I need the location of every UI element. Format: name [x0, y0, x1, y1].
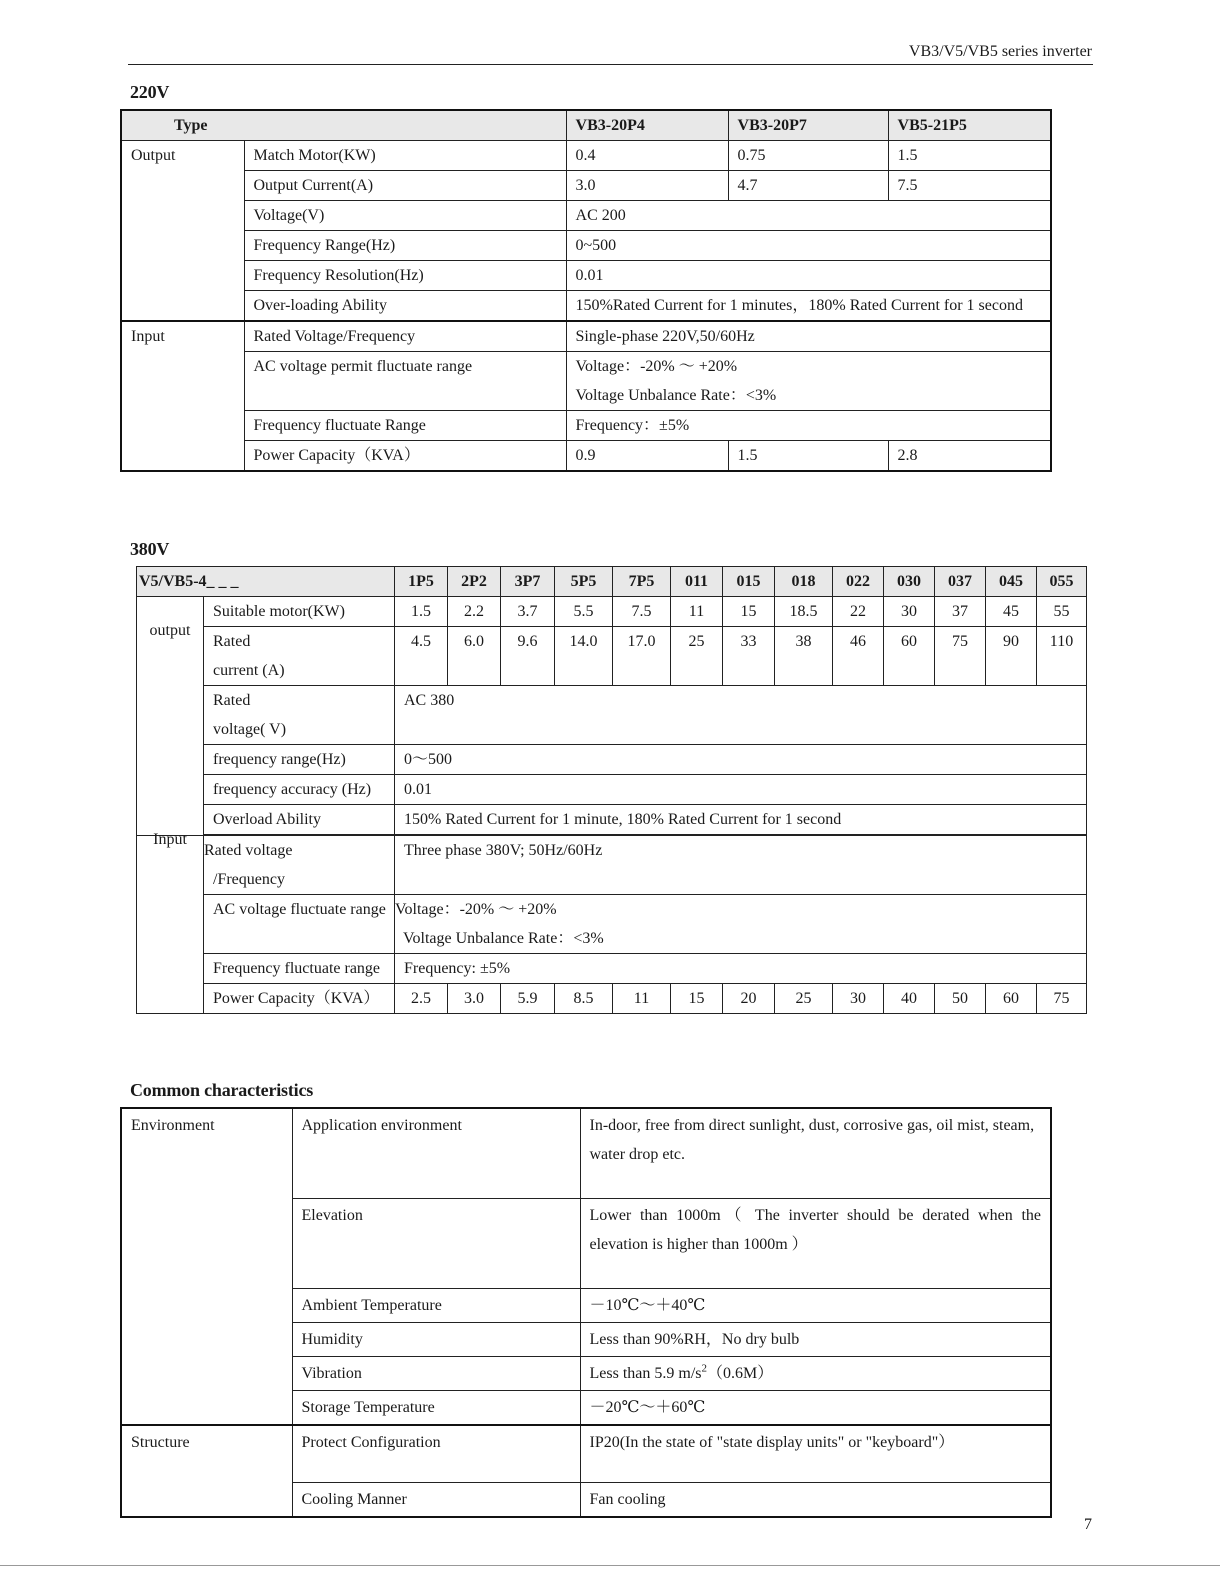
group-label-environment: Environment	[121, 1108, 292, 1425]
row-label: frequency range(Hz)	[204, 745, 395, 775]
cell-value: 5.5	[555, 597, 613, 627]
cell-value: Single-phase 220V,50/60Hz	[566, 321, 1051, 352]
cell-value: 0.01	[395, 775, 1087, 805]
cell-value: 37	[935, 597, 986, 627]
row-label: AC voltage permit fluctuate range	[244, 352, 566, 411]
cell-value: Less than 90%RH，No dry bulb	[580, 1322, 1051, 1356]
row-label-line: Rated voltage	[204, 842, 293, 859]
cell-value: －10℃～＋40℃	[580, 1288, 1051, 1322]
cell-value: 15	[671, 984, 723, 1014]
cell-value: 45	[986, 597, 1037, 627]
group-label-input: Input	[121, 321, 244, 471]
table-row	[121, 1108, 1051, 1198]
table-row	[121, 1425, 1051, 1483]
table-row	[137, 627, 1087, 686]
row-label: Frequency fluctuate range	[204, 954, 395, 984]
model-prefix-header: V5/VB5-4_ _ _	[137, 567, 395, 597]
cell-value: 11	[671, 597, 723, 627]
cell-value: 55	[1037, 597, 1087, 627]
model-header: VB5-21P5	[888, 110, 1051, 141]
cell-value: 2.8	[888, 441, 1051, 472]
cell-line: Voltage：-20% ～ +20%	[575, 358, 738, 375]
cell-value: 11	[613, 984, 671, 1014]
table-row	[121, 441, 1051, 472]
cell-value: 3.0	[566, 171, 728, 201]
model-header: 011	[671, 567, 723, 597]
row-label: Frequency fluctuate Range	[244, 411, 566, 441]
model-header: 5P5	[555, 567, 613, 597]
cell-value: 38	[775, 627, 833, 686]
cell-line: Voltage Unbalance Rate：<3%	[575, 387, 777, 404]
cell-value	[566, 352, 1051, 411]
cell-value: AC 380	[395, 686, 1087, 745]
cell-value: 150% Rated Current for 1 minute, 180% Rated Current for 1 second	[395, 805, 1087, 835]
cell-value: Frequency：±5%	[566, 411, 1051, 441]
cell-value: 15	[723, 597, 775, 627]
cell-value: In-door, free from direct sunlight, dust, corrosive gas, oil mist, steam, water drop etc.	[580, 1108, 1051, 1198]
row-label: Elevation	[292, 1198, 580, 1288]
table-row	[137, 836, 1087, 895]
cell-value: 75	[1037, 984, 1087, 1014]
cell-value: 6.0	[448, 627, 501, 686]
row-label: Suitable motor(KW)	[204, 597, 395, 627]
row-label: Storage Temperature	[292, 1390, 580, 1425]
model-header: VB3-20P4	[566, 110, 728, 141]
cell-value: 20	[723, 984, 775, 1014]
model-header: 2P2	[448, 567, 501, 597]
spec-table-220v	[120, 109, 1052, 472]
model-header: VB3-20P7	[728, 110, 888, 141]
table-row	[137, 805, 1087, 835]
cell-value: 7.5	[888, 171, 1051, 201]
table-row	[137, 954, 1087, 984]
table-header-row	[137, 567, 1087, 597]
table-row	[121, 352, 1051, 411]
cell-value: Fan cooling	[580, 1483, 1051, 1518]
model-header: 018	[775, 567, 833, 597]
model-header: 015	[723, 567, 775, 597]
cell-line: Voltage Unbalance Rate：<3%	[403, 930, 604, 947]
cell-line: Voltage：-20% ～ +20%	[395, 901, 557, 918]
section-title-common: Common characteristics	[130, 1080, 314, 1100]
superscript-exponent: 2	[701, 1362, 707, 1375]
row-label-line: Rated	[213, 692, 251, 709]
group-label-structure: Structure	[121, 1425, 292, 1518]
cell-value	[395, 895, 1087, 954]
table-row	[121, 171, 1051, 201]
cell-value: 0.4	[566, 141, 728, 171]
cell-value: 90	[986, 627, 1037, 686]
group-label-output	[137, 597, 204, 836]
table-row	[121, 321, 1051, 352]
row-label	[204, 686, 395, 745]
table-row	[137, 775, 1087, 805]
row-label: Power Capacity（KVA）	[244, 441, 566, 472]
cell-value: 8.5	[555, 984, 613, 1014]
group-label-text: Input	[153, 830, 187, 848]
section-title-380v: 380V	[130, 539, 170, 559]
page-bottom-edge	[0, 1565, 1220, 1566]
row-label: Over-loading Ability	[244, 291, 566, 322]
row-label-line: Rated	[213, 633, 251, 650]
cell-value: 5.9	[501, 984, 555, 1014]
cell-value: 2.5	[395, 984, 448, 1014]
cell-value: 0.01	[566, 261, 1051, 291]
row-label: Frequency Resolution(Hz)	[244, 261, 566, 291]
cell-value: 22	[833, 597, 884, 627]
row-label: Power Capacity（KVA）	[204, 984, 395, 1014]
table-header-row	[121, 110, 1051, 141]
cell-value: 17.0	[613, 627, 671, 686]
cell-value: 150%Rated Current for 1 minutes，180% Rated Current for 1 second	[566, 291, 1051, 322]
model-header: 3P7	[501, 567, 555, 597]
group-label-input	[137, 830, 204, 1014]
table-row	[121, 141, 1051, 171]
row-label: Voltage(V)	[244, 201, 566, 231]
row-label	[204, 836, 395, 895]
row-label: AC voltage fluctuate range	[204, 895, 395, 954]
cell-value: 33	[723, 627, 775, 686]
cell-value: 0～500	[395, 745, 1087, 775]
cell-value: 1.5	[888, 141, 1051, 171]
cell-value: 9.6	[501, 627, 555, 686]
table-row	[121, 291, 1051, 322]
cell-value: 0.75	[728, 141, 888, 171]
row-label-line: current (A)	[213, 662, 285, 679]
table-row	[121, 411, 1051, 441]
model-header: 1P5	[395, 567, 448, 597]
cell-value: 25	[671, 627, 723, 686]
type-header: Type	[121, 110, 566, 141]
cell-value: 0~500	[566, 231, 1051, 261]
model-header: 037	[935, 567, 986, 597]
table-row	[121, 201, 1051, 231]
cell-value: 110	[1037, 627, 1087, 686]
row-label: frequency accuracy (Hz)	[204, 775, 395, 805]
cell-value	[580, 1356, 1051, 1390]
table-row	[137, 745, 1087, 775]
model-header: 022	[833, 567, 884, 597]
table-row	[137, 686, 1087, 745]
cell-value: Frequency: ±5%	[395, 954, 1087, 984]
cell-value: 1.5	[728, 441, 888, 472]
table-row	[121, 261, 1051, 291]
vibration-suffix: （0.6M）	[707, 1364, 774, 1382]
cell-value: 3.7	[501, 597, 555, 627]
row-label: Match Motor(KW)	[244, 141, 566, 171]
section-title-220v: 220V	[130, 82, 170, 102]
cell-value: 4.5	[395, 627, 448, 686]
vibration-value: Less than 5.9 m/s	[589, 1364, 702, 1382]
model-header: 055	[1037, 567, 1087, 597]
model-header: 045	[986, 567, 1037, 597]
cell-value: 25	[775, 984, 833, 1014]
row-label: Frequency Range(Hz)	[244, 231, 566, 261]
row-label: Vibration	[292, 1356, 580, 1390]
cell-value: 18.5	[775, 597, 833, 627]
model-header: 7P5	[613, 567, 671, 597]
cell-value: 30	[833, 984, 884, 1014]
cell-value: Lower than 1000m（ The inverter should be derated when the elevation is higher than 1000m ）	[580, 1198, 1051, 1288]
row-label: Overload Ability	[204, 805, 395, 835]
row-label: Protect Configuration	[292, 1425, 580, 1483]
cell-value: IP20(In the state of "state display units" or "keyboard"）	[580, 1425, 1051, 1483]
cell-value: －20℃～＋60℃	[580, 1390, 1051, 1425]
row-label-line: /Frequency	[213, 871, 285, 888]
cell-value: 46	[833, 627, 884, 686]
row-label	[204, 627, 395, 686]
cell-value: 3.0	[448, 984, 501, 1014]
cell-value: 75	[935, 627, 986, 686]
cell-value: 1.5	[395, 597, 448, 627]
row-label: Ambient Temperature	[292, 1288, 580, 1322]
row-label: Output Current(A)	[244, 171, 566, 201]
common-characteristics-table	[120, 1107, 1052, 1518]
cell-value: 14.0	[555, 627, 613, 686]
table-row	[137, 984, 1087, 1014]
table-row	[137, 597, 1087, 627]
cell-value: Three phase 380V; 50Hz/60Hz	[395, 836, 1087, 895]
cell-value: 50	[935, 984, 986, 1014]
cell-value: 2.2	[448, 597, 501, 627]
row-label: Cooling Manner	[292, 1483, 580, 1518]
spec-table-380v	[136, 566, 1087, 1014]
cell-value: 40	[884, 984, 935, 1014]
row-label: Humidity	[292, 1322, 580, 1356]
table-row	[121, 231, 1051, 261]
cell-value: 30	[884, 597, 935, 627]
cell-value: 0.9	[566, 441, 728, 472]
cell-value: 7.5	[613, 597, 671, 627]
row-label: Application environment	[292, 1108, 580, 1198]
table-row	[137, 895, 1087, 954]
header-divider	[128, 64, 1093, 65]
cell-value: 60	[884, 627, 935, 686]
cell-value: AC 200	[566, 201, 1051, 231]
group-label-text: output	[149, 622, 191, 639]
cell-value: 60	[986, 984, 1037, 1014]
row-label: Rated Voltage/Frequency	[244, 321, 566, 352]
model-header: 030	[884, 567, 935, 597]
running-header: VB3/V5/VB5 series inverter	[908, 43, 1092, 60]
cell-value: 4.7	[728, 171, 888, 201]
row-label-line: voltage( V)	[213, 721, 287, 738]
group-label-output: Output	[121, 141, 244, 322]
page-number: 7	[1084, 1516, 1092, 1533]
